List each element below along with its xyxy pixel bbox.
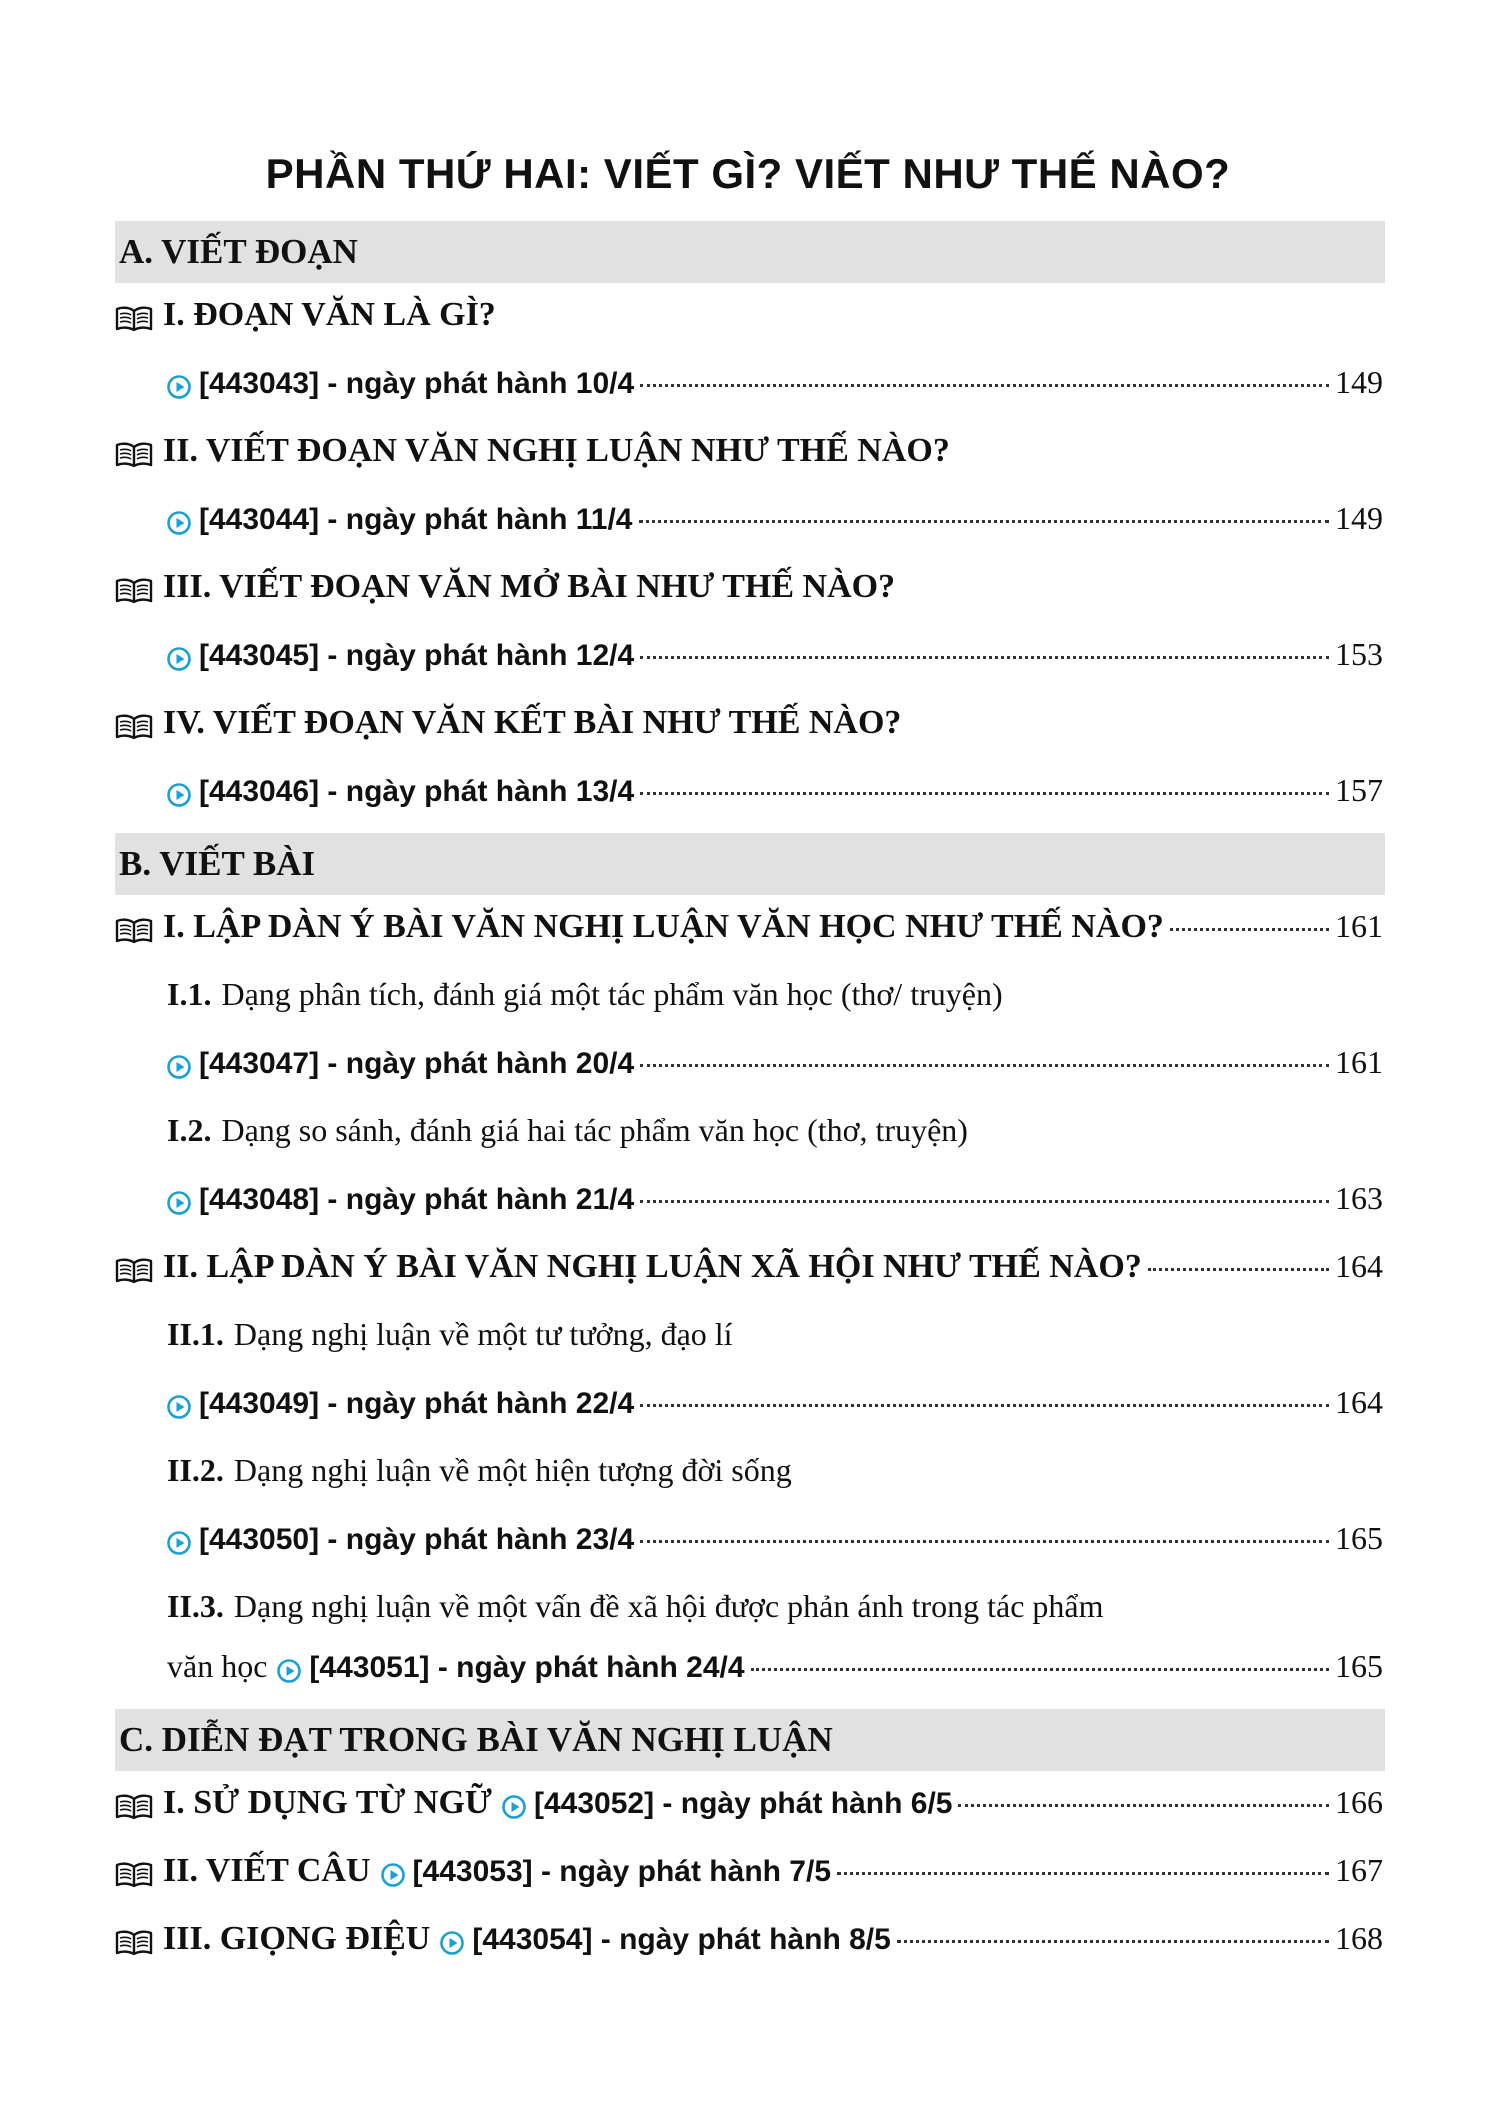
- page-number: 168: [1335, 1920, 1383, 1956]
- toc-entry-443044[interactable]: [167, 500, 1383, 546]
- entry-label: [443049] - ngày phát hành 22/4: [199, 1387, 635, 1420]
- toc-heading-a3[interactable]: [115, 568, 1383, 614]
- toc-heading-c1[interactable]: [115, 1784, 1383, 1830]
- page-number: 153: [1335, 636, 1383, 672]
- play-circle-icon[interactable]: [440, 1931, 464, 1955]
- play-circle-icon[interactable]: [502, 1795, 526, 1819]
- heading-label: III. GIỌNG ĐIỆU: [163, 1920, 431, 1957]
- heading-label: II. VIẾT ĐOẠN VĂN NGHỊ LUẬN NHƯ THẾ NÀO?: [163, 432, 950, 469]
- page-title: PHẦN THỨ HAI: VIẾT GÌ? VIẾT NHƯ THẾ NÀO?: [265, 150, 1231, 197]
- toc-heading-a4[interactable]: [115, 704, 1383, 750]
- play-circle-icon[interactable]: [167, 1531, 191, 1555]
- play-circle-icon[interactable]: [277, 1659, 301, 1683]
- section-heading-c: C. DIỄN ĐẠT TRONG BÀI VĂN NGHỊ LUẬN: [115, 1709, 1385, 1771]
- subheading-label: II.3.: [167, 1588, 224, 1624]
- toc-entry-443050[interactable]: [167, 1520, 1383, 1566]
- subheading-text-continued: văn học: [167, 1648, 268, 1684]
- dot-leader: [640, 792, 1329, 795]
- toc-entry-443043[interactable]: [167, 364, 1383, 410]
- open-book-icon: [115, 1862, 153, 1888]
- entry-label: [443044] - ngày phát hành 11/4: [199, 503, 633, 536]
- entry-label: [443052] - ngày phát hành 6/5: [534, 1787, 953, 1820]
- page-number: 166: [1335, 1784, 1383, 1820]
- page-number: 167: [1335, 1852, 1383, 1888]
- play-circle-icon[interactable]: [167, 1191, 191, 1215]
- dot-leader: [640, 384, 1329, 387]
- page-number: 165: [1335, 1520, 1383, 1556]
- toc-entry-443046[interactable]: [167, 772, 1383, 818]
- dot-leader: [640, 656, 1329, 659]
- toc-heading-a2[interactable]: [115, 432, 1383, 478]
- dot-leader: [640, 1200, 1329, 1203]
- entry-label: [443046] - ngày phát hành 13/4: [199, 775, 635, 808]
- heading-label: I. ĐOẠN VĂN LÀ GÌ?: [163, 296, 496, 333]
- subheading-text: Dạng nghị luận về một hiện tượng đời sống: [233, 1452, 792, 1488]
- dot-leader: [751, 1668, 1329, 1671]
- entry-label: [443054] - ngày phát hành 8/5: [472, 1923, 891, 1956]
- open-book-icon: [115, 1258, 153, 1284]
- play-circle-icon[interactable]: [167, 1055, 191, 1079]
- toc-subheading-b2-1: [167, 1316, 1383, 1362]
- open-book-icon: [115, 442, 153, 468]
- toc-entry-443048[interactable]: [167, 1180, 1383, 1226]
- page-number: 164: [1335, 1248, 1383, 1284]
- section-heading-b: B. VIẾT BÀI: [115, 833, 1385, 895]
- open-book-icon: [115, 1794, 153, 1820]
- toc-heading-c3[interactable]: [115, 1920, 1383, 1966]
- subheading-label: I.1.: [167, 976, 212, 1012]
- open-book-icon: [115, 714, 153, 740]
- subheading-label: I.2.: [167, 1112, 212, 1148]
- dot-leader: [640, 1064, 1329, 1067]
- entry-label: [443053] - ngày phát hành 7/5: [412, 1855, 832, 1888]
- entry-label: [443045] - ngày phát hành 12/4: [199, 639, 635, 672]
- page-number: 149: [1335, 364, 1383, 400]
- heading-label: I. LẬP DÀN Ý BÀI VĂN NGHỊ LUẬN VĂN HỌC NHƯ THẾ NÀO?: [163, 908, 1164, 945]
- entry-label: [443048] - ngày phát hành 21/4: [199, 1183, 635, 1216]
- dot-leader: [640, 1404, 1329, 1407]
- toc-subheading-b2-2: [167, 1452, 1383, 1498]
- dot-leader: [897, 1940, 1329, 1943]
- subheading-text: Dạng nghị luận về một vấn đề xã hội được phản ánh trong tác phẩm: [233, 1588, 1104, 1624]
- page-number: 161: [1335, 1044, 1383, 1080]
- toc-subheading-b1-2: [167, 1112, 1383, 1158]
- page-number: 164: [1335, 1384, 1383, 1420]
- play-circle-icon[interactable]: [167, 511, 191, 535]
- entry-label: [443050] - ngày phát hành 23/4: [199, 1523, 635, 1556]
- entry-label: [443043] - ngày phát hành 10/4: [199, 367, 635, 400]
- play-circle-icon[interactable]: [381, 1863, 405, 1887]
- open-book-icon: [115, 918, 153, 944]
- toc-heading-b2[interactable]: [115, 1248, 1383, 1294]
- toc-heading-c2[interactable]: [115, 1852, 1383, 1898]
- dot-leader: [1148, 1268, 1329, 1271]
- toc-subheading-b2-3: [167, 1588, 1383, 1634]
- subheading-text: Dạng phân tích, đánh giá một tác phẩm văn học (thơ/ truyện): [221, 976, 1003, 1012]
- toc-entry-443049[interactable]: [167, 1384, 1383, 1430]
- toc-subheading-b1-1: [167, 976, 1383, 1022]
- subheading-label: II.1.: [167, 1316, 224, 1352]
- heading-label: II. VIẾT CÂU: [163, 1852, 371, 1889]
- subheading-text: Dạng nghị luận về một tư tưởng, đạo lí: [233, 1316, 733, 1352]
- dot-leader: [1170, 928, 1329, 931]
- toc-entry-443045[interactable]: [167, 636, 1383, 682]
- open-book-icon: [115, 1930, 153, 1956]
- entry-label: [443051] - ngày phát hành 24/4: [309, 1651, 745, 1684]
- toc-heading-b1[interactable]: [115, 908, 1383, 954]
- toc-entry-443047[interactable]: [167, 1044, 1383, 1090]
- play-circle-icon[interactable]: [167, 783, 191, 807]
- dot-leader: [958, 1804, 1329, 1807]
- dot-leader: [640, 1540, 1329, 1543]
- heading-label: III. VIẾT ĐOẠN VĂN MỞ BÀI NHƯ THẾ NÀO?: [163, 568, 896, 605]
- open-book-icon: [115, 306, 153, 332]
- heading-label: I. SỬ DỤNG TỪ NGỮ: [163, 1784, 492, 1821]
- open-book-icon: [115, 578, 153, 604]
- toc-heading-a1[interactable]: [115, 296, 1383, 342]
- dot-leader: [639, 520, 1330, 523]
- play-circle-icon[interactable]: [167, 375, 191, 399]
- entry-label: [443047] - ngày phát hành 20/4: [199, 1047, 635, 1080]
- heading-label: IV. VIẾT ĐOẠN VĂN KẾT BÀI NHƯ THẾ NÀO?: [163, 704, 902, 741]
- subheading-text: Dạng so sánh, đánh giá hai tác phẩm văn học (thơ, truyện): [221, 1112, 968, 1148]
- page-number: 165: [1335, 1648, 1383, 1684]
- subheading-label: II.2.: [167, 1452, 224, 1488]
- page-number: 157: [1335, 772, 1383, 808]
- page-number: 163: [1335, 1180, 1383, 1216]
- play-circle-icon[interactable]: [167, 1395, 191, 1419]
- page-number: 149: [1335, 500, 1383, 536]
- toc-entry-443051[interactable]: [167, 1648, 1383, 1694]
- page-number: 161: [1335, 908, 1383, 944]
- heading-label: II. LẬP DÀN Ý BÀI VĂN NGHỊ LUẬN XÃ HỘI NHƯ THẾ NÀO?: [163, 1248, 1142, 1285]
- section-heading-a: A. VIẾT ĐOẠN: [115, 221, 1385, 283]
- dot-leader: [837, 1872, 1329, 1875]
- play-circle-icon[interactable]: [167, 647, 191, 671]
